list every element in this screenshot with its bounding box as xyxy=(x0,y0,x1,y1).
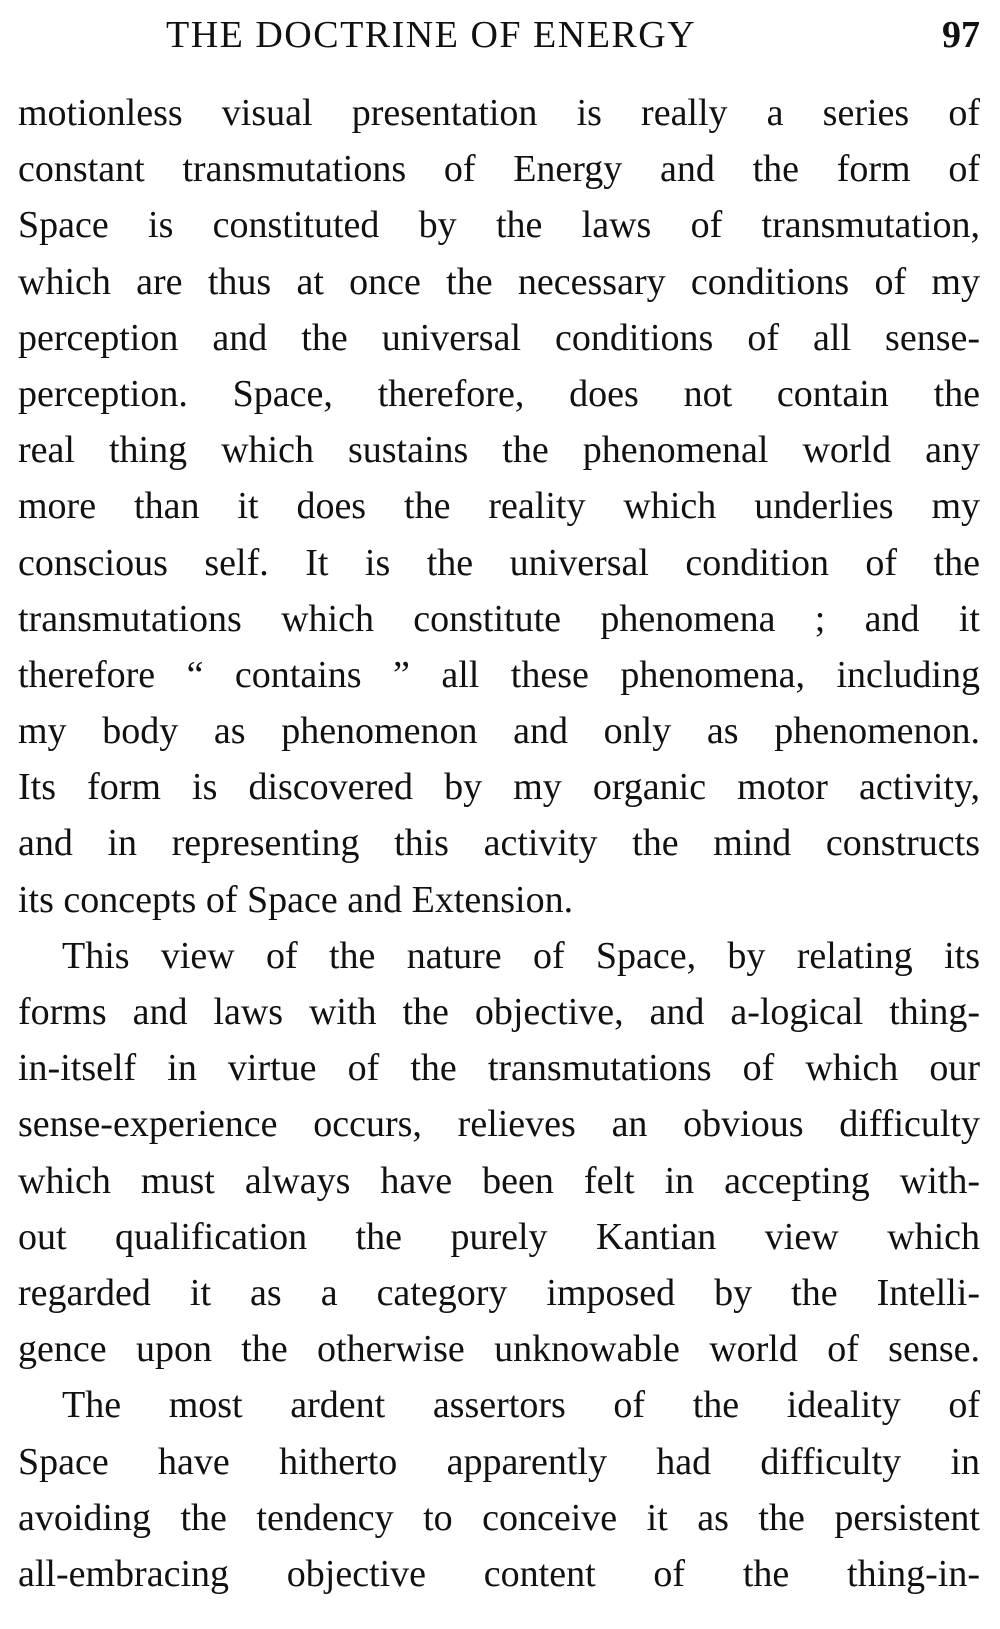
body-text xyxy=(18,88,980,1605)
text-line: in-itself in virtue of the transmutations of which our xyxy=(18,1047,980,1090)
text-line: motionless visual presentation is really a series of xyxy=(18,92,980,134)
running-head: THE DOCTRINE OF ENERGY xyxy=(166,14,697,56)
paragraph xyxy=(18,931,980,1381)
text-line: Space have hitherto apparently had difficulty in xyxy=(18,1440,980,1483)
text-line: The most ardent assertors of the ideality of xyxy=(62,1384,980,1427)
text-line: This view of the nature of Space, by relating its xyxy=(62,934,980,977)
text-line: its concepts of Space and Extension. xyxy=(18,878,574,921)
text-line: real thing which sustains the phenomenal world any xyxy=(18,429,980,472)
text-line: more than it does the reality which underlies my xyxy=(18,485,980,528)
text-line: constant transmutations of Energy and the form of xyxy=(18,148,980,191)
text-line: transmutations which constitute phenomena ; and it xyxy=(18,597,980,640)
page-header xyxy=(18,10,980,60)
text-line: which must always have been felt in accepting with- xyxy=(18,1159,980,1202)
text-line: Its form is discovered by my organic motor activity, xyxy=(18,766,980,809)
text-line: avoiding the tendency to conceive it as the persistent xyxy=(18,1496,980,1539)
text-line: my body as phenomenon and only as phenomenon. xyxy=(18,710,980,753)
page-number: 97 xyxy=(942,14,980,56)
text-line: regarded it as a category imposed by the Intelli- xyxy=(18,1271,980,1314)
text-line: gence upon the otherwise unknowable world of sense. xyxy=(18,1328,980,1371)
text-line: which are thus at once the necessary conditions of my xyxy=(18,260,980,303)
text-line: therefore “ contains ” all these phenomena, including xyxy=(18,653,980,696)
text-line: forms and laws with the objective, and a-logical thing- xyxy=(18,991,980,1033)
text-line: and in representing this activity the mind constructs xyxy=(18,822,980,865)
text-line: conscious self. It is the universal condition of the xyxy=(18,541,980,584)
text-line: all-embracing objective content of the thing-in- xyxy=(18,1552,980,1595)
text-line: out qualification the purely Kantian view which xyxy=(18,1215,980,1258)
text-line: sense-experience occurs, relieves an obvious difficulty xyxy=(18,1103,980,1146)
text-line: Space is constituted by the laws of transmutation, xyxy=(18,204,980,247)
paragraph xyxy=(18,88,980,931)
text-line: perception. Space, therefore, does not contain the xyxy=(18,372,980,415)
text-line: perception and the universal conditions of all sense- xyxy=(18,316,980,359)
paragraph xyxy=(18,1380,980,1605)
